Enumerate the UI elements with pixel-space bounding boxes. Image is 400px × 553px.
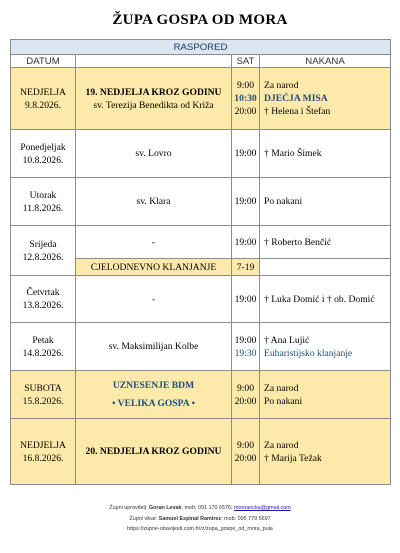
occasion-cell (76, 68, 232, 130)
mass-intent: DJEĆJA MISA (264, 93, 328, 104)
mass-intent: † Mario Šimek (260, 130, 391, 178)
table-row (11, 276, 391, 323)
day-label: Četvrtak (26, 287, 60, 298)
occasion-cell: 20. NEDJELJA KROZ GODINU (76, 419, 232, 485)
mass-intent: Za narod (264, 80, 299, 91)
column-header-time: SAT (232, 55, 260, 68)
column-header-date: DATUM (11, 55, 76, 68)
date-label: 14.8.2026. (22, 347, 64, 359)
footer-pastor (0, 505, 400, 511)
table-row (11, 68, 391, 130)
column-header-row (11, 55, 391, 68)
adoration-time: 7-19 (232, 259, 260, 276)
column-header-name (76, 55, 232, 68)
day-label: Srijeda (29, 238, 57, 250)
vicar-name: Samuel Espinal Ramirez (158, 516, 222, 522)
pastor-email-link[interactable]: mornaricka@gmail.com (233, 505, 291, 511)
occasion-title: 19. NEDJELJA KROZ GODINU (85, 86, 222, 98)
mass-intent: † Marija Težak (264, 452, 322, 464)
day-label: NEDJELJA (20, 439, 66, 451)
date-cell (11, 68, 76, 130)
mass-intent: Za narod (264, 439, 299, 451)
date-label: 12.8.2026. (22, 251, 64, 263)
occasion-cell: - (76, 276, 232, 323)
mass-intent: Po nakani (264, 395, 303, 407)
date-cell (11, 130, 76, 178)
mass-time: 9:00 (236, 382, 255, 394)
occasion-cell: sv. Lovro (76, 130, 232, 178)
occasion-cell: sv. Klara (76, 178, 232, 226)
mass-time: 19:00 (232, 226, 260, 259)
schedule-table (10, 39, 391, 485)
date-label: 13.8.2026. (22, 300, 64, 311)
table-row (11, 371, 391, 419)
time-cell (232, 419, 260, 485)
mass-time: 19:00 (234, 334, 257, 346)
intent-cell (260, 323, 391, 371)
schedule-header: RASPORED (11, 40, 391, 55)
table-row (11, 323, 391, 371)
date-label: 16.8.2026. (22, 452, 64, 464)
time-cell (232, 323, 260, 371)
pastor-phone: ; mob: 091 170 6576; (181, 505, 233, 511)
intent-cell (260, 419, 391, 485)
date-cell (11, 419, 76, 485)
date-cell (11, 178, 76, 226)
mass-time: 20:00 (234, 395, 257, 407)
mass-intent: † Luka Domić i † ob. Domić (260, 276, 391, 323)
day-label: SUBOTA (24, 382, 62, 394)
mass-time: 9:00 (236, 439, 255, 451)
mass-intent: Za narod (264, 382, 299, 394)
occasion-cell (76, 371, 232, 419)
table-row (11, 226, 391, 259)
adoration-label: CJELODNEVNO KLANJANJE (76, 259, 232, 276)
mass-time: 19:00 (232, 276, 260, 323)
mass-time: 19:30 (234, 347, 257, 359)
vicar-phone: ; mob: 095 779 5697 (221, 516, 271, 522)
occasion-subtitle: sv. Terezija Benedikta od Križa (93, 99, 214, 111)
footer-vicar (0, 516, 400, 522)
date-label: 9.8.2026. (25, 99, 61, 111)
mass-intent: † Roberto Benčić (260, 226, 391, 259)
mass-time: 20:00 (234, 106, 257, 117)
mass-intent: † Helena i Štefan (264, 106, 331, 117)
pastor-label: Župni upravitelj: (109, 505, 148, 511)
mass-intent: † Ana Lujić (264, 334, 310, 346)
mass-intent: Po nakani (260, 178, 391, 226)
date-cell (11, 371, 76, 419)
date-cell (11, 276, 76, 323)
mass-intent: Euharistijsko klanjanje (264, 347, 353, 359)
pastor-name: Goran Levak (148, 505, 182, 511)
column-header-intent: NAKANA (260, 55, 391, 68)
date-cell (11, 226, 76, 276)
date-cell (11, 323, 76, 371)
footer-url[interactable]: https://zupne-obavijesti.com.hr/z/zupa_gospe_od_mora_pula (127, 526, 273, 532)
time-cell (232, 371, 260, 419)
date-label: 10.8.2026. (22, 154, 64, 166)
table-row (11, 130, 391, 178)
day-label: Ponedjeljak (20, 141, 66, 153)
occasion-cell: sv. Maksimilijan Kolbe (76, 323, 232, 371)
table-row (11, 178, 391, 226)
date-label: 11.8.2026. (22, 202, 64, 214)
intent-cell (260, 68, 391, 130)
day-label: Utorak (29, 189, 57, 201)
intent-cell (260, 371, 391, 419)
occasion-title: UZNESENJE BDM (112, 380, 195, 391)
empty-cell (260, 259, 391, 276)
mass-time: 9:00 (236, 80, 255, 91)
mass-time: 19:00 (232, 178, 260, 226)
vicar-label: Župni vikar: (129, 516, 158, 522)
page-title: ŽUPA GOSPA OD MORA (112, 12, 288, 28)
day-label: Petak (32, 334, 54, 346)
table-row (11, 419, 391, 485)
table-header-row (11, 40, 391, 55)
day-label: NEDJELJA (20, 86, 66, 98)
time-cell (232, 68, 260, 130)
date-label: 15.8.2026. (22, 395, 64, 407)
occasion-cell: - (76, 226, 232, 259)
mass-time: 10:30 (234, 93, 257, 104)
occasion-subtitle: • VELIKA GOSPA • (112, 398, 195, 409)
mass-time: 20:00 (234, 452, 257, 464)
mass-time: 19:00 (232, 130, 260, 178)
